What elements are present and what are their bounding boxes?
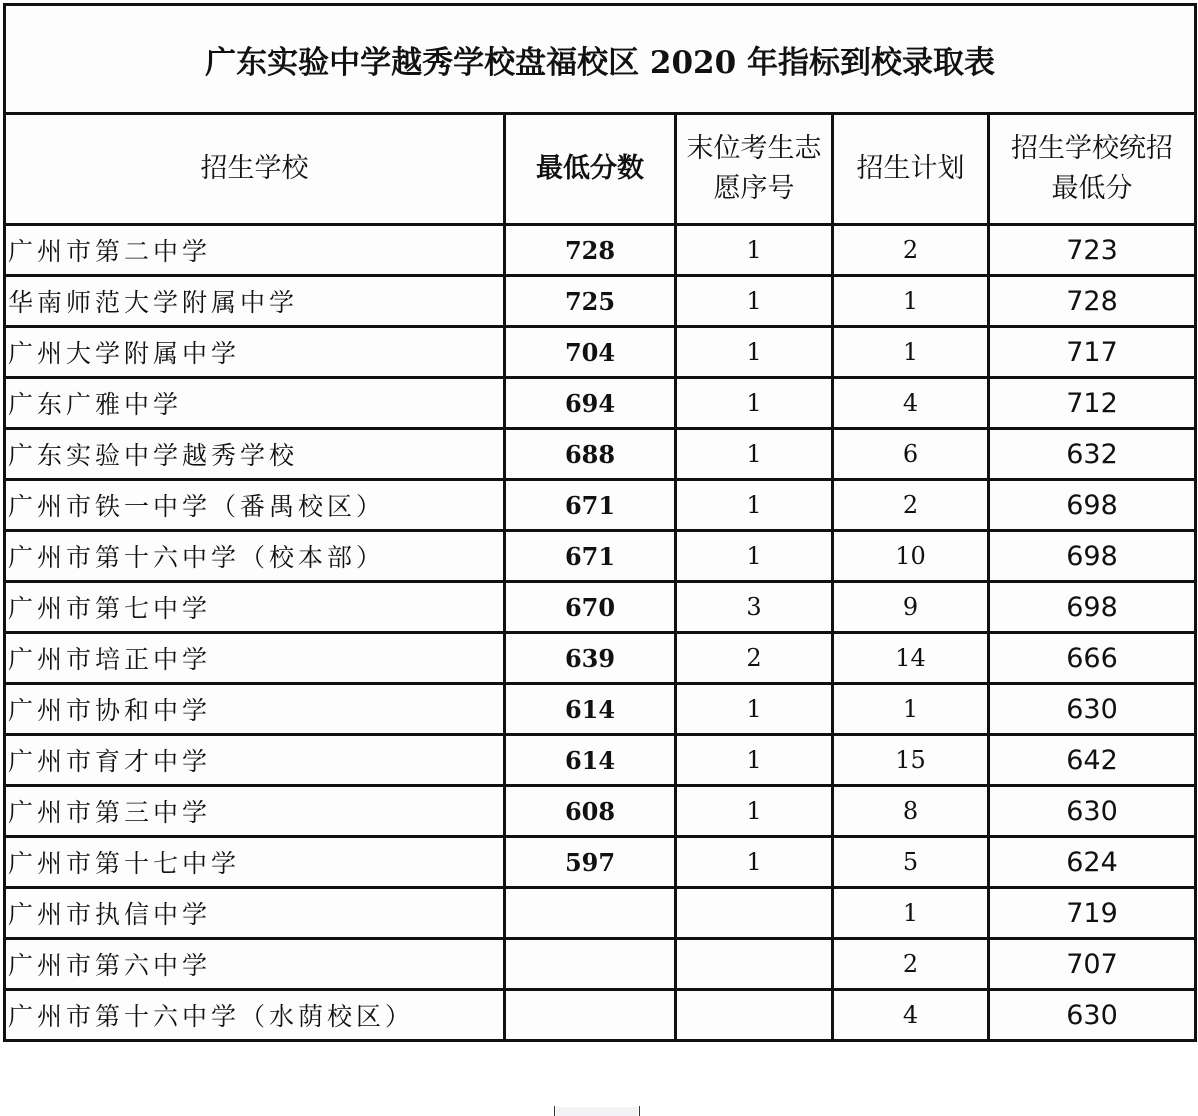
header-min-score-label: 最低分数 <box>536 153 644 184</box>
cell-school-unified-min: 707 <box>989 939 1196 990</box>
cell-school-unified-min: 698 <box>989 582 1196 633</box>
cell-last-choice-rank <box>676 939 833 990</box>
table-row <box>5 633 1196 684</box>
cell-min-score: 639 <box>505 633 676 684</box>
cell-min-score: 694 <box>505 378 676 429</box>
cell-min-score <box>505 990 676 1041</box>
cell-school-unified-min: 712 <box>989 378 1196 429</box>
cell-school-unified-min: 717 <box>989 327 1196 378</box>
cell-last-choice-rank <box>676 990 833 1041</box>
cell-school: 广州市铁一中学（番禺校区） <box>5 480 505 531</box>
cell-quota: 4 <box>833 378 989 429</box>
cell-quota: 15 <box>833 735 989 786</box>
cell-quota: 1 <box>833 327 989 378</box>
table-row <box>5 327 1196 378</box>
cell-min-score: 728 <box>505 225 676 276</box>
cell-school: 广州市执信中学 <box>5 888 505 939</box>
header-last-choice-rank-line2: 愿序号 <box>713 173 795 204</box>
cell-last-choice-rank: 1 <box>676 327 833 378</box>
table-row <box>5 837 1196 888</box>
page-edge-tick-right <box>639 1106 640 1116</box>
cell-min-score: 608 <box>505 786 676 837</box>
title-row <box>5 5 1196 114</box>
header-row <box>5 114 1196 225</box>
cell-min-score: 671 <box>505 480 676 531</box>
cell-last-choice-rank: 1 <box>676 225 833 276</box>
table-row <box>5 429 1196 480</box>
cell-school: 广州市育才中学 <box>5 735 505 786</box>
cell-school: 广州市第七中学 <box>5 582 505 633</box>
cell-min-score: 704 <box>505 327 676 378</box>
table-title: 广东实验中学越秀学校盘福校区 2020 年指标到校录取表 <box>5 5 1196 114</box>
cell-min-score: 614 <box>505 735 676 786</box>
cell-quota: 1 <box>833 684 989 735</box>
table-row <box>5 582 1196 633</box>
cell-school: 广州市协和中学 <box>5 684 505 735</box>
page-edge-tick-left <box>554 1106 555 1116</box>
header-last-choice-rank <box>676 114 833 225</box>
cell-last-choice-rank: 3 <box>676 582 833 633</box>
cell-quota: 14 <box>833 633 989 684</box>
cell-school-unified-min: 642 <box>989 735 1196 786</box>
table-row <box>5 735 1196 786</box>
cell-school-unified-min: 630 <box>989 990 1196 1041</box>
cell-school: 广州市第十六中学（水荫校区） <box>5 990 505 1041</box>
cell-quota: 1 <box>833 276 989 327</box>
cell-min-score <box>505 888 676 939</box>
table-row <box>5 276 1196 327</box>
cell-last-choice-rank: 1 <box>676 837 833 888</box>
header-min-score <box>505 114 676 225</box>
cell-last-choice-rank <box>676 888 833 939</box>
cell-school: 广东实验中学越秀学校 <box>5 429 505 480</box>
header-last-choice-rank-line1: 末位考生志 <box>686 133 822 164</box>
cell-school: 广州市第十六中学（校本部） <box>5 531 505 582</box>
cell-last-choice-rank: 1 <box>676 378 833 429</box>
cell-school-unified-min: 698 <box>989 531 1196 582</box>
cell-school-unified-min: 630 <box>989 786 1196 837</box>
cell-school-unified-min: 666 <box>989 633 1196 684</box>
cell-last-choice-rank: 1 <box>676 429 833 480</box>
cell-last-choice-rank: 1 <box>676 684 833 735</box>
cell-min-score: 614 <box>505 684 676 735</box>
cell-last-choice-rank: 1 <box>676 276 833 327</box>
cell-school-unified-min: 698 <box>989 480 1196 531</box>
cell-quota: 8 <box>833 786 989 837</box>
header-school <box>5 114 505 225</box>
cell-school: 广州市第三中学 <box>5 786 505 837</box>
table-row <box>5 786 1196 837</box>
cell-quota: 9 <box>833 582 989 633</box>
header-school-label: 招生学校 <box>200 153 309 184</box>
cell-last-choice-rank: 1 <box>676 480 833 531</box>
cell-school-unified-min: 723 <box>989 225 1196 276</box>
cell-min-score: 725 <box>505 276 676 327</box>
table-row <box>5 225 1196 276</box>
header-quota-label: 招生计划 <box>856 153 965 184</box>
cell-min-score: 671 <box>505 531 676 582</box>
table-row <box>5 888 1196 939</box>
cell-last-choice-rank: 1 <box>676 735 833 786</box>
cell-school: 广州大学附属中学 <box>5 327 505 378</box>
cell-school-unified-min: 624 <box>989 837 1196 888</box>
header-school-unified-min-line2: 最低分 <box>1051 173 1133 204</box>
cell-quota: 6 <box>833 429 989 480</box>
cell-quota: 2 <box>833 225 989 276</box>
cell-school: 广州市第六中学 <box>5 939 505 990</box>
cell-min-score: 688 <box>505 429 676 480</box>
cell-school: 广州市第十七中学 <box>5 837 505 888</box>
cell-school-unified-min: 630 <box>989 684 1196 735</box>
table-row <box>5 684 1196 735</box>
cell-school: 广州市培正中学 <box>5 633 505 684</box>
cell-quota: 1 <box>833 888 989 939</box>
cell-school: 华南师范大学附属中学 <box>5 276 505 327</box>
cell-quota: 5 <box>833 837 989 888</box>
cell-quota: 2 <box>833 939 989 990</box>
table-row <box>5 378 1196 429</box>
cell-quota: 10 <box>833 531 989 582</box>
admission-table <box>3 3 1197 1042</box>
header-school-unified-min <box>989 114 1196 225</box>
cell-min-score <box>505 939 676 990</box>
cell-school: 广东广雅中学 <box>5 378 505 429</box>
cell-quota: 2 <box>833 480 989 531</box>
cell-school: 广州市第二中学 <box>5 225 505 276</box>
cell-school-unified-min: 632 <box>989 429 1196 480</box>
cell-quota: 4 <box>833 990 989 1041</box>
cell-min-score: 670 <box>505 582 676 633</box>
cell-school-unified-min: 728 <box>989 276 1196 327</box>
cell-last-choice-rank: 1 <box>676 786 833 837</box>
cell-last-choice-rank: 1 <box>676 531 833 582</box>
table-row <box>5 480 1196 531</box>
page-edge-artifact <box>556 1107 638 1116</box>
cell-min-score: 597 <box>505 837 676 888</box>
table-row <box>5 939 1196 990</box>
header-school-unified-min-line1: 招生学校统招 <box>1011 133 1174 164</box>
cell-school-unified-min: 719 <box>989 888 1196 939</box>
table-row <box>5 990 1196 1041</box>
header-quota <box>833 114 989 225</box>
table-body <box>5 225 1196 1041</box>
table-row <box>5 531 1196 582</box>
cell-last-choice-rank: 2 <box>676 633 833 684</box>
